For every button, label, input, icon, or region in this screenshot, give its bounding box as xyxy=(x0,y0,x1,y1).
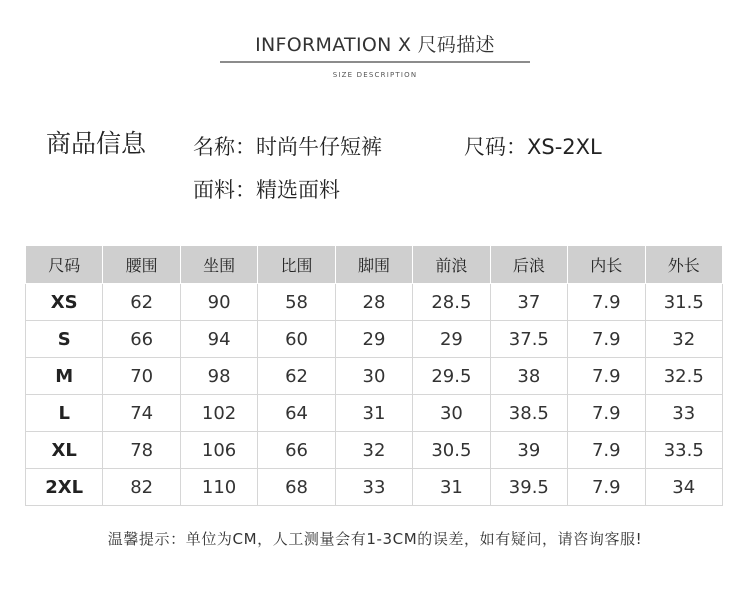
table-cell: 82 xyxy=(103,469,180,506)
table-cell: 38.5 xyxy=(490,395,567,432)
table-cell: 30.5 xyxy=(413,432,490,469)
table-cell: 28.5 xyxy=(413,284,490,321)
table-cell: 94 xyxy=(180,321,257,358)
table-cell: 7.9 xyxy=(568,432,645,469)
table-cell: 70 xyxy=(103,358,180,395)
table-cell: 62 xyxy=(103,284,180,321)
table-cell: 30 xyxy=(413,395,490,432)
table-cell: 7.9 xyxy=(568,321,645,358)
table-cell: 34 xyxy=(645,469,723,506)
size-table xyxy=(25,245,723,506)
table-cell: 38 xyxy=(490,358,567,395)
column-header: 脚围 xyxy=(335,246,412,284)
product-fabric: 面料：精选面料 xyxy=(193,178,340,202)
table-cell: 7.9 xyxy=(568,358,645,395)
table-cell: 32.5 xyxy=(645,358,723,395)
table-cell: 33 xyxy=(645,395,723,432)
header-title: INFORMATION X 尺码描述 xyxy=(255,34,495,56)
table-cell: 31 xyxy=(413,469,490,506)
table-cell: 32 xyxy=(645,321,723,358)
table-cell: 60 xyxy=(258,321,335,358)
header-divider xyxy=(220,61,530,63)
table-cell: 39 xyxy=(490,432,567,469)
table-cell: 66 xyxy=(258,432,335,469)
table-row xyxy=(26,358,723,395)
table-cell: 7.9 xyxy=(568,284,645,321)
column-header: 腰围 xyxy=(103,246,180,284)
table-cell: 31 xyxy=(335,395,412,432)
column-header: 比围 xyxy=(258,246,335,284)
table-cell: 33.5 xyxy=(645,432,723,469)
table-row xyxy=(26,321,723,358)
table-cell: 62 xyxy=(258,358,335,395)
table-cell: 98 xyxy=(180,358,257,395)
footer-note: 温馨提示：单位为CM，人工测量会有1-3CM的误差，如有疑问，请咨询客服! xyxy=(107,530,643,548)
product-size-range: 尺码：XS-2XL xyxy=(464,135,602,159)
table-cell: 32 xyxy=(335,432,412,469)
table-row xyxy=(26,284,723,321)
size-cell: S xyxy=(26,321,103,358)
table-cell: 68 xyxy=(258,469,335,506)
table-cell: 31.5 xyxy=(645,284,723,321)
column-header: 坐围 xyxy=(180,246,257,284)
table-header-row xyxy=(26,246,723,284)
table-cell: 90 xyxy=(180,284,257,321)
table-cell: 78 xyxy=(103,432,180,469)
table-cell: 33 xyxy=(335,469,412,506)
column-header: 尺码 xyxy=(26,246,103,284)
table-row xyxy=(26,469,723,506)
header-subtitle: SIZE DESCRIPTION xyxy=(332,71,418,79)
size-cell: L xyxy=(26,395,103,432)
table-cell: 102 xyxy=(180,395,257,432)
table-cell: 74 xyxy=(103,395,180,432)
table-cell: 64 xyxy=(258,395,335,432)
table-row xyxy=(26,432,723,469)
table-cell: 29 xyxy=(413,321,490,358)
size-cell: 2XL xyxy=(26,469,103,506)
table-cell: 29.5 xyxy=(413,358,490,395)
table-cell: 66 xyxy=(103,321,180,358)
table-cell: 110 xyxy=(180,469,257,506)
size-cell: XS xyxy=(26,284,103,321)
table-cell: 28 xyxy=(335,284,412,321)
size-cell: XL xyxy=(26,432,103,469)
table-row xyxy=(26,395,723,432)
column-header: 后浪 xyxy=(490,246,567,284)
column-header: 前浪 xyxy=(413,246,490,284)
table-cell: 39.5 xyxy=(490,469,567,506)
table-cell: 106 xyxy=(180,432,257,469)
column-header: 外长 xyxy=(645,246,723,284)
product-name: 名称：时尚牛仔短裤 xyxy=(193,135,382,159)
column-header: 内长 xyxy=(568,246,645,284)
table-cell: 7.9 xyxy=(568,395,645,432)
table-cell: 37.5 xyxy=(490,321,567,358)
table-cell: 37 xyxy=(490,284,567,321)
size-cell: M xyxy=(26,358,103,395)
table-cell: 58 xyxy=(258,284,335,321)
table-cell: 30 xyxy=(335,358,412,395)
section-title: 商品信息 xyxy=(46,129,147,158)
table-cell: 7.9 xyxy=(568,469,645,506)
table-cell: 29 xyxy=(335,321,412,358)
